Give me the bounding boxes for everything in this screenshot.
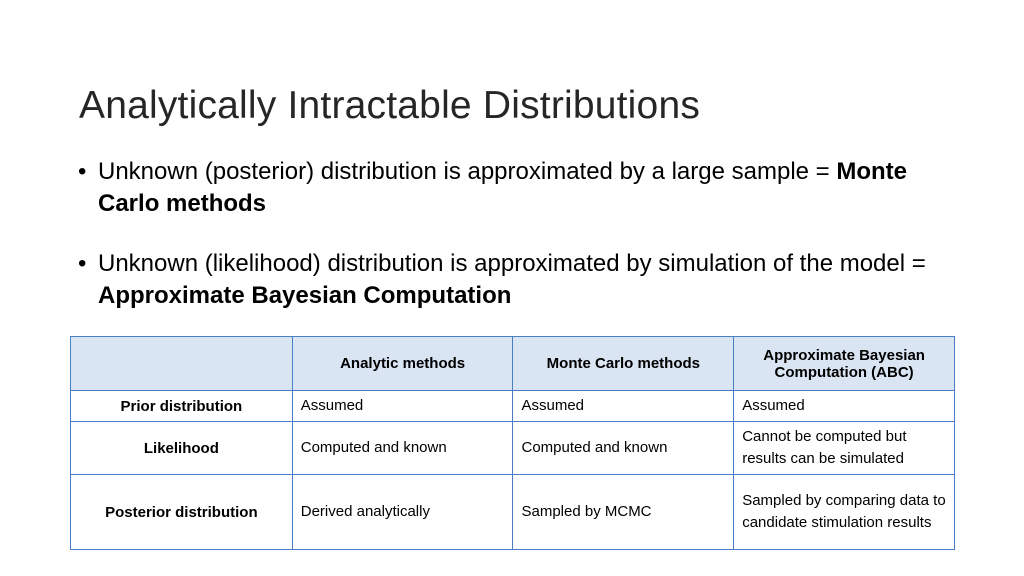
table-cell: Assumed <box>513 391 734 422</box>
bullet-list <box>78 156 958 340</box>
table-cell: Assumed <box>292 391 513 422</box>
row-label: Likelihood <box>71 422 293 475</box>
bullet-dot-icon: • <box>78 250 87 277</box>
table-cell: Computed and known <box>292 422 513 475</box>
comparison-table <box>70 336 955 550</box>
header-cell-monte-carlo: Monte Carlo methods <box>513 337 734 391</box>
bullet-text: Unknown (posterior) distribution is approximated by a large sample = <box>98 158 837 185</box>
bullet-item <box>78 156 958 220</box>
bullet-emphasis: Approximate Bayesian Computation <box>98 282 512 309</box>
table-row <box>71 391 955 422</box>
table-cell: Derived analytically <box>292 475 513 550</box>
table-cell: Computed and known <box>513 422 734 475</box>
bullet-text: Unknown (likelihood) distribution is approximated by simulation of the model = <box>98 250 926 277</box>
table-cell: Sampled by MCMC <box>513 475 734 550</box>
table-row <box>71 475 955 550</box>
row-label: Posterior distribution <box>71 475 293 550</box>
row-label: Prior distribution <box>71 391 293 422</box>
table-row <box>71 422 955 475</box>
slide-title: Analytically Intractable Distributions <box>79 84 701 128</box>
table-cell: Sampled by comparing data to candidate stimulation results <box>734 475 955 550</box>
bullet-dot-icon: • <box>78 158 87 185</box>
table-header-row <box>71 337 955 391</box>
table-cell: Cannot be computed but results can be simulated <box>734 422 955 475</box>
table-cell: Assumed <box>734 391 955 422</box>
header-cell-analytic: Analytic methods <box>292 337 513 391</box>
bullet-item <box>78 248 958 312</box>
bullet-emphasis: Monte Carlo methods <box>98 158 908 217</box>
header-cell-abc: Approximate Bayesian Computation (ABC) <box>734 337 955 391</box>
header-cell-empty <box>71 337 293 391</box>
